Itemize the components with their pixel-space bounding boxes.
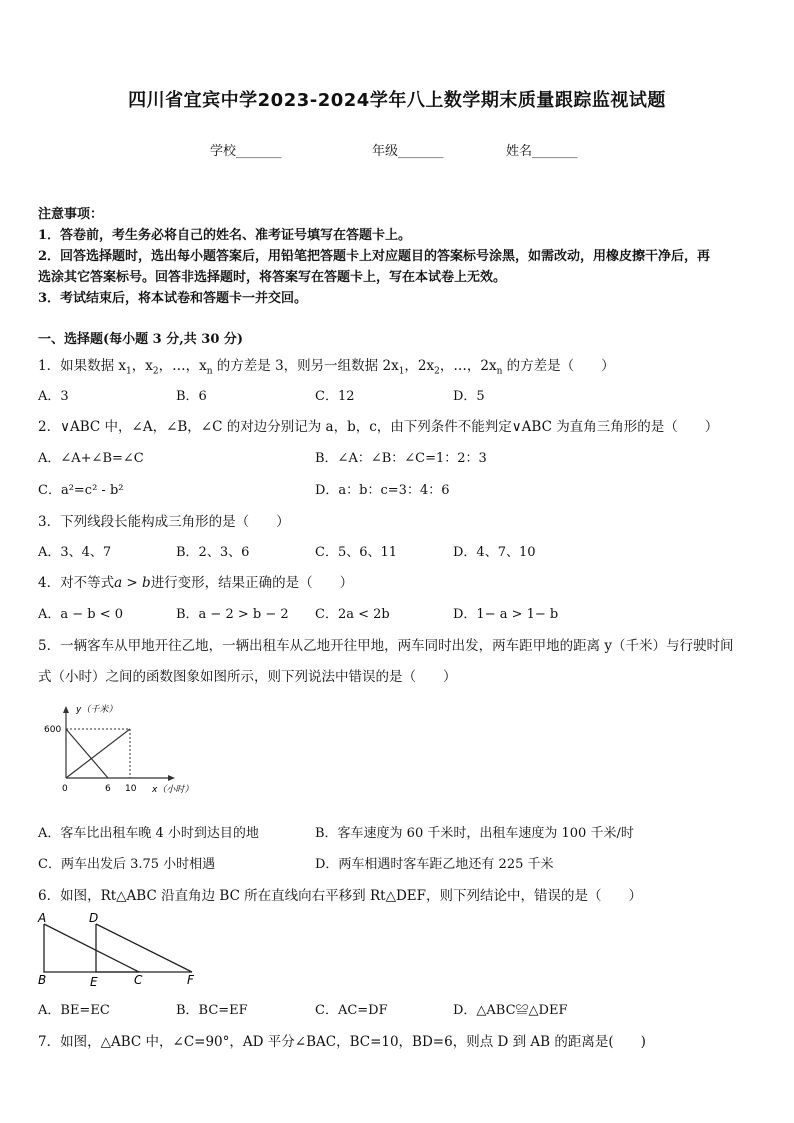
x-axis-arrow	[168, 775, 175, 781]
option-c: C．12	[315, 389, 355, 404]
name-field: 姓名_______	[506, 144, 578, 159]
question-2-stem: 2．∨ABC 中，∠A，∠B，∠C 的对边分别记为 a，b，c，由下列条件不能判定∨ABC 为直角三角形的是（ ）	[38, 419, 719, 435]
question-5-stem-line-2: 式（小时）之间的函数图象如图所示，则下列说法中错误的是（ ）	[38, 669, 457, 685]
triangle-abc	[44, 924, 139, 972]
option-b: B．∠A：∠B：∠C=1：2：3	[315, 451, 487, 466]
option-c: C．5、6、11	[315, 545, 398, 560]
option-d: D．△ABC≌△DEF	[453, 1003, 568, 1018]
school-field: 学校_______	[210, 144, 282, 159]
option-b: B．BC=EF	[176, 1003, 248, 1018]
origin-label: 0	[62, 784, 68, 794]
option-d: D．a：b：c=3：4：6	[315, 483, 450, 498]
question-4-stem: 4．对不等式a > b进行变形，结果正确的是（ ）	[38, 575, 354, 591]
notice-heading: 注意事项：	[38, 207, 104, 222]
taxi-line	[66, 729, 108, 778]
option-b: B．2、3、6	[176, 545, 250, 560]
option-d: D．两车相遇时客车距乙地还有 225 千米	[315, 857, 554, 872]
option-d: D．1− a > 1− b	[453, 607, 559, 622]
triangle-def	[96, 924, 192, 972]
option-a: A．∠A+∠B=∠C	[38, 451, 144, 466]
option-a: A．客车比出租车晚 4 小时到达目的地	[38, 826, 259, 841]
option-a: A．3、4、7	[38, 545, 112, 560]
point-c-label: C	[134, 973, 143, 987]
question-3-stem: 3．下列线段长能构成三角形的是（ ）	[38, 514, 290, 530]
option-c: C．AC=DF	[315, 1003, 388, 1018]
y-tick-label: 600	[44, 725, 62, 735]
point-b-label: B	[38, 973, 47, 987]
x-axis-label: x（小时）	[152, 785, 194, 795]
section-heading: 一、选择题(每小题 3 分,共 30 分)	[38, 332, 244, 347]
distance-time-graph	[38, 700, 218, 805]
x-tick-label: 10	[125, 784, 137, 794]
option-c: C．两车出发后 3.75 小时相遇	[38, 857, 216, 872]
option-b: B．a − 2 > b − 2	[176, 607, 289, 622]
point-e-label: E	[90, 975, 98, 988]
notice-item: 1．答卷前，考生务必将自己的姓名、准考证号填写在答题卡上。	[38, 228, 412, 243]
notice-item: 3．考试结束后，将本试卷和答题卡一并交回。	[38, 291, 308, 306]
point-a-label: A	[38, 911, 47, 925]
question-7-stem: 7．如图，△ABC 中，∠C=90°，AD 平分∠BAC，BC=10，BD=6，则点 D 到 AB 的距离是( )	[38, 1034, 646, 1050]
point-d-label: D	[89, 911, 99, 925]
option-a: A．3	[38, 389, 69, 404]
question-5-stem-line-1: 5．一辆客车从甲地开往乙地，一辆出租车从乙地开往甲地，两车同时出发，两车距甲地的距离 y（千米）与行驶时间	[38, 638, 734, 654]
point-f-label: F	[187, 973, 194, 987]
translation-figure	[34, 910, 204, 988]
y-axis-label: y（千米）	[76, 705, 118, 715]
option-a: A．a − b < 0	[38, 607, 124, 622]
notice-item: 选涂其它答案标号。回答非选择题时，将答案写在答题卡上，写在本试卷上无效。	[38, 270, 507, 285]
grade-field: 年级_______	[372, 144, 444, 159]
option-b: B．6	[176, 389, 207, 404]
page-title: 四川省宜宾中学2023-2024学年八上数学期末质量跟踪监视试题	[128, 90, 666, 111]
option-d: D．5	[453, 389, 485, 404]
y-axis-arrow	[63, 706, 69, 713]
option-b: B．客车速度为 60 千米时，出租车速度为 100 千米/时	[315, 826, 634, 841]
option-a: A．BE=EC	[38, 1003, 110, 1018]
notice-item: 2．回答选择题时，选出每小题答案后，用铅笔把答题卡上对应题目的答案标号涂黑，如需改动，用橡皮擦干净后，再	[38, 249, 711, 264]
option-c: C．2a < 2b	[315, 607, 390, 622]
x-tick-label: 6	[105, 784, 111, 794]
option-c: C．a²=c² - b²	[38, 483, 124, 498]
option-d: D．4、7、10	[453, 545, 536, 560]
bus-line	[66, 729, 130, 778]
question-1-stem: 1．如果数据 $x_1$，$x_2$，…，$x_n$ 的方差是 3，则另一组数据 $2x_1$，$2x_2$，…，$2x_n$ 的方差是（ ）	[38, 358, 615, 377]
question-6-stem: 6．如图，Rt△ABC 沿直角边 BC 所在直线向右平移到 Rt△DEF，则下列结论中，错误的是（ ）	[38, 888, 642, 904]
